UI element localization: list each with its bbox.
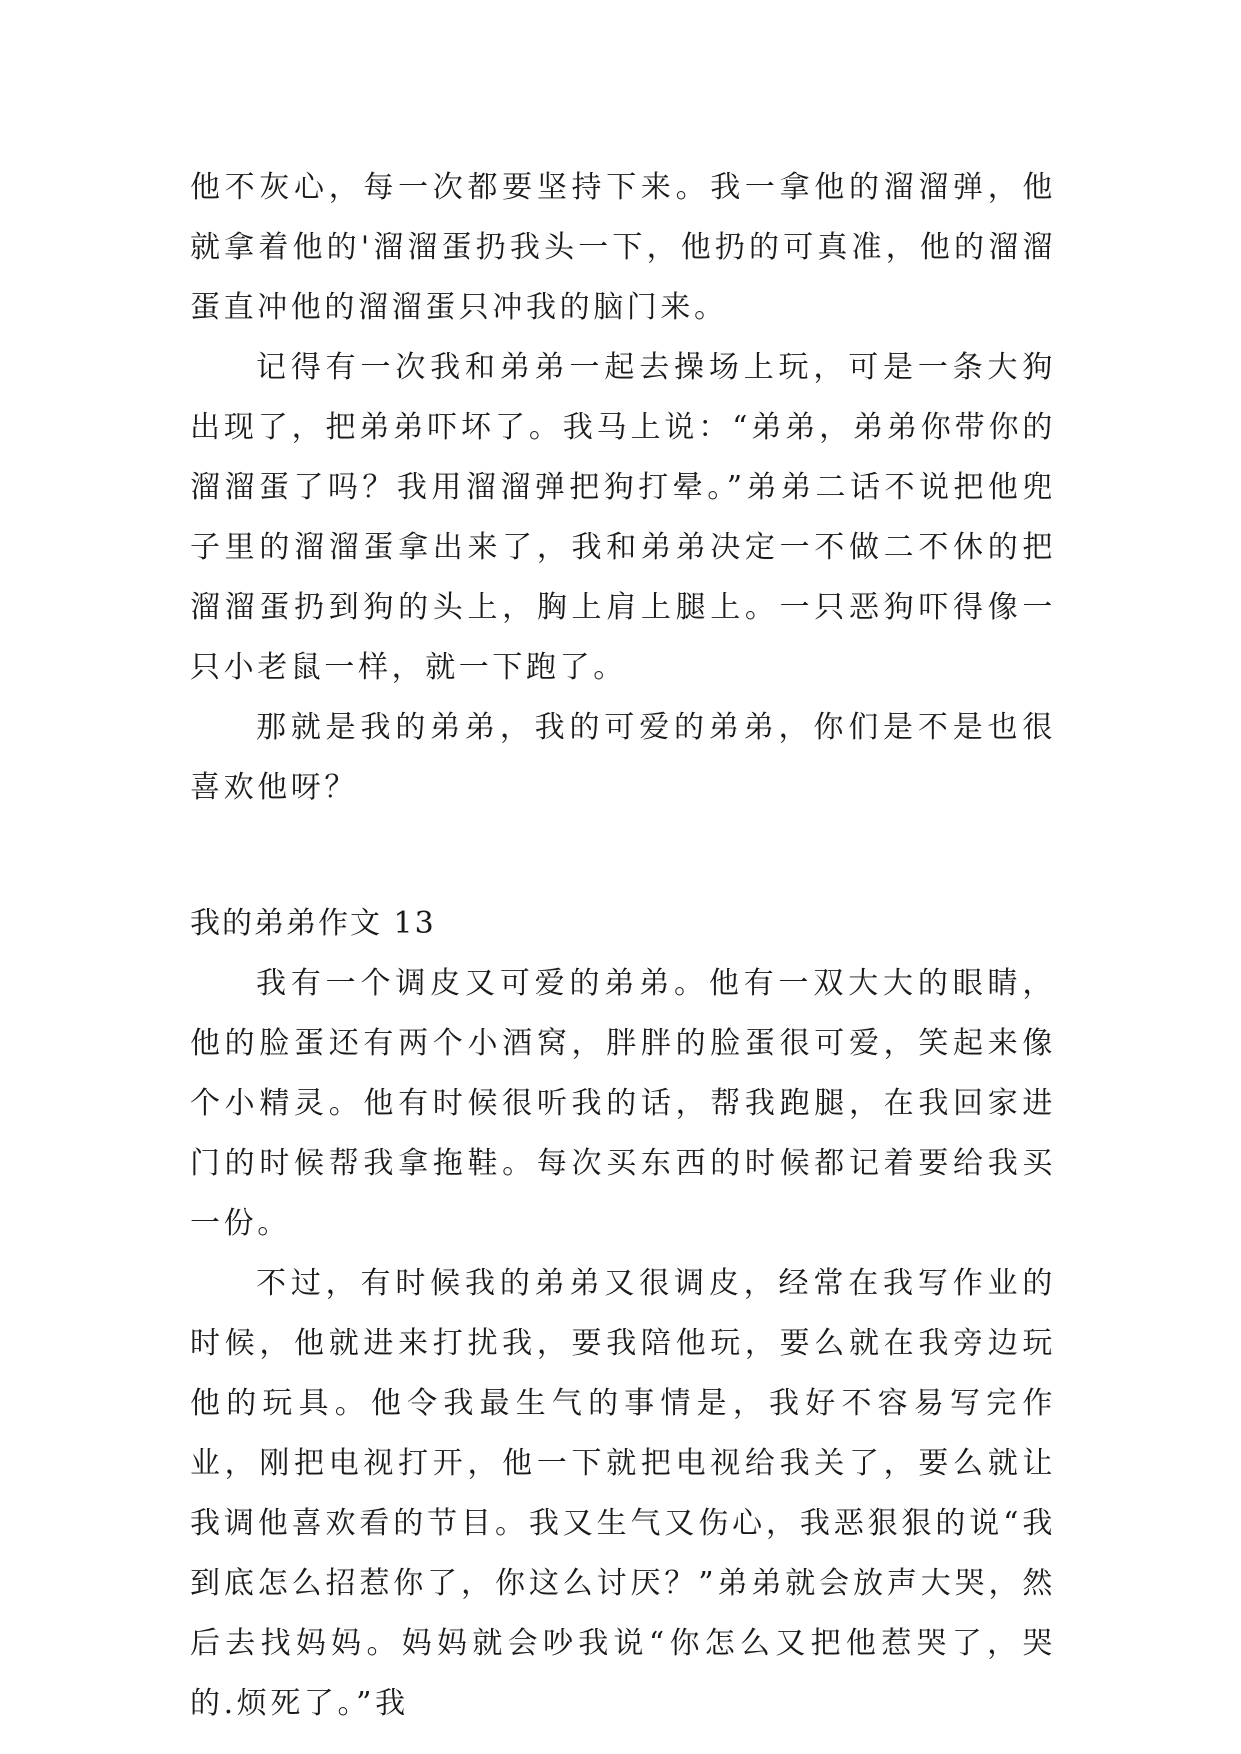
paragraph-continued: 他不灰心，每一次都要坚持下来。我一拿他的溜溜弹，他就拿着他的'溜溜蛋扔我头一下，他扔的可真准，他的溜溜蛋直冲他的溜溜蛋只冲我的脑门来。: [190, 170, 1056, 325]
section-title: 我的弟弟作文 13: [190, 906, 436, 941]
paragraph-intro: 我有一个调皮又可爱的弟弟。他有一双大大的眼睛，他的脸蛋还有两个小酒窝，胖胖的脸蛋很可爱，笑起来像个小精灵。他有时候很听我的话，帮我跑腿，在我回家进门的时候帮我拿拖鞋。每次买东西的时候都记着要给我买一份。: [190, 966, 1056, 1241]
paragraph-mischief: 不过，有时候我的弟弟又很调皮，经常在我写作业的时候，他就进来打扰我，要我陪他玩，要么就在我旁边玩他的玩具。他令我最生气的事情是，我好不容易写完作业，刚把电视打开，他一下就把电视给我关了，要么就让我调他喜欢看的节目。我又生气又伤心，我恶狠狠的说“我到底怎么招惹你了，你这么讨厌？”弟弟就会放声大哭，然后去找妈妈。妈妈就会吵我说“你怎么又把他惹哭了，哭的.烦死了。”我: [190, 1266, 1056, 1721]
paragraph-closing: 那就是我的弟弟，我的可爱的弟弟，你们是不是也很喜欢他呀？: [190, 710, 1056, 805]
section-gap: [190, 818, 1056, 894]
document-body: [190, 158, 1056, 1734]
paragraph-playground-dog: 记得有一次我和弟弟一起去操场上玩，可是一条大狗出现了，把弟弟吓坏了。我马上说：“弟弟，弟弟你带你的溜溜蛋了吗？我用溜溜弹把狗打晕。”弟弟二话不说把他兜子里的溜溜蛋拿出来了，我和弟弟决定一不做二不休的把溜溜蛋扔到狗的头上，胸上肩上腿上。一只恶狗吓得像一只小老鼠一样，就一下跑了。: [190, 350, 1056, 685]
